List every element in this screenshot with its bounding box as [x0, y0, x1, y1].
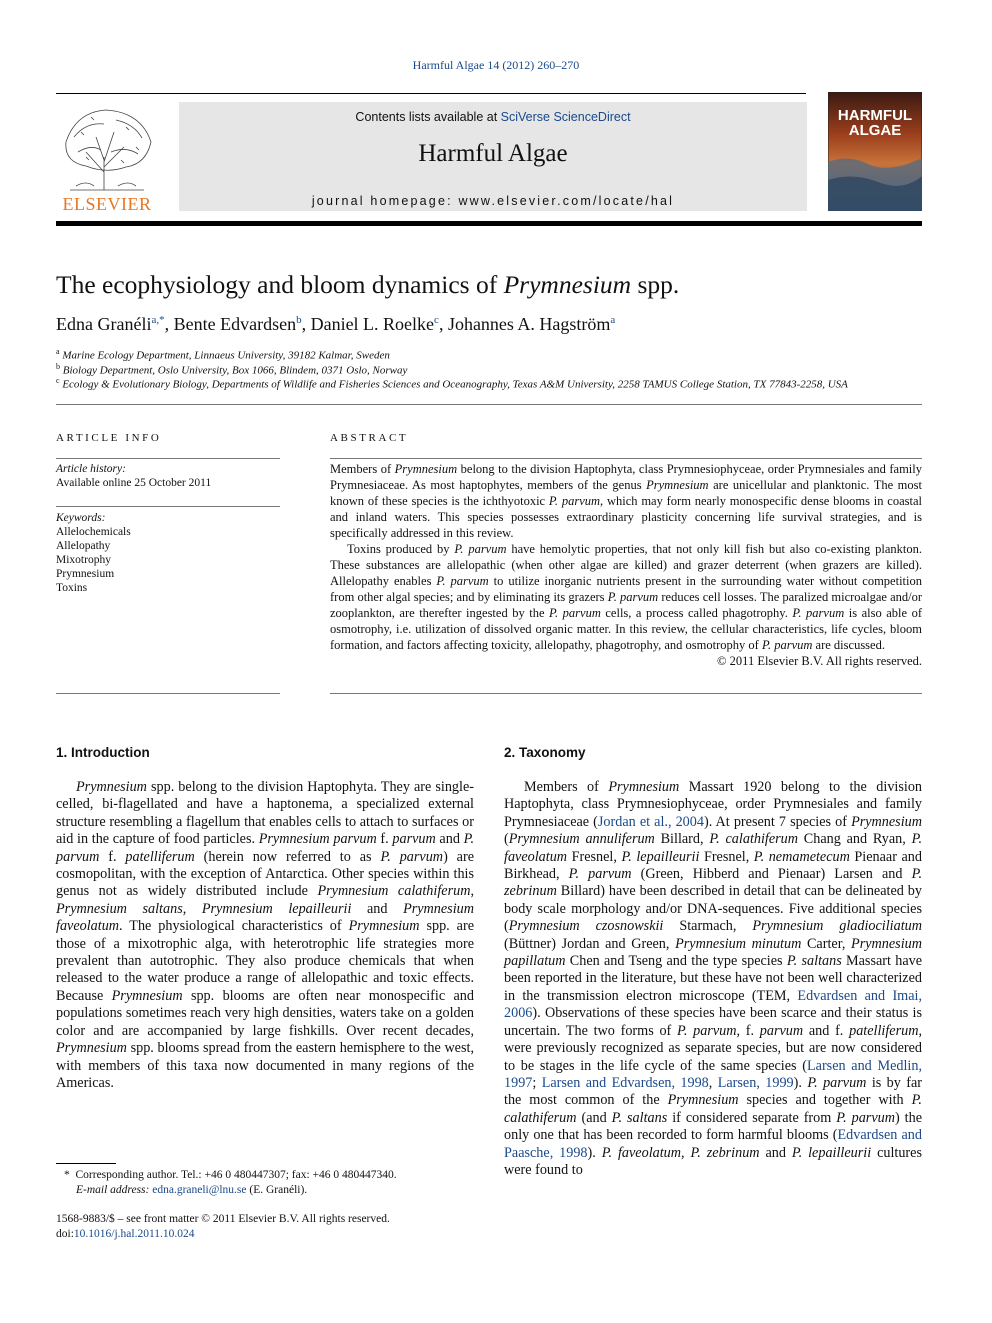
affiliation-c — [56, 376, 848, 391]
footnote-star: * — [64, 1169, 70, 1181]
history-label: Article history: — [56, 463, 126, 475]
keywords-label: Keywords: — [56, 512, 106, 524]
author-name[interactable]: Bente Edvardsen — [173, 314, 297, 334]
affiliation-a — [56, 347, 390, 362]
article-title — [56, 270, 679, 300]
intro-heading: 1. Introduction — [56, 745, 150, 760]
contents-prefix: Contents lists available at — [355, 110, 501, 124]
header-thick-rule — [56, 221, 922, 226]
keyword: Prymnesium — [56, 568, 115, 580]
author-sup[interactable]: c — [434, 314, 439, 326]
affiliation-rule — [56, 404, 922, 405]
article-history — [56, 462, 280, 490]
abstract-label: ABSTRACT — [330, 432, 409, 444]
author-name[interactable]: Daniel L. Roelke — [310, 314, 435, 334]
abstract-paragraph: Toxins produced by P. parvum have hemolytic properties, that not only kill fish but also co-existing plankton. These substances are allelopathic (when other algae are killed) and grazer deterrent (when grazers are killed). Allelopathy enables P. parvum to utilize inorganic nutrients present in the surrounding water without competition from other algal species; and by eliminating its grazers P. parvum reduces cell losses. The paralized microalgae and/or zooplankton, are therefter ingested by the P. parvum cells, a process called phagotrophy. P. parvum is also able of osmotrophy, i.e. utilization of dissolved organic matter. In this review, the cellular characteristics, life cycles, bloom formation, and factors affecting toxicity, allelopathy, phagotrophy, and osmotrophy of P. parvum are discussed. — [330, 542, 923, 652]
keywords-rule — [56, 506, 280, 507]
taxonomy-body — [504, 779, 922, 1179]
affiliation-sup: b — [56, 362, 60, 371]
affiliation-text: Ecology & Evolutionary Biology, Departments of Wildlife and Fisheries Sciences and Oceanography, Texas A&M University, 2258 TAMUS College Station, TX 77843-2258, USA — [62, 378, 848, 391]
citation-link[interactable]: Edvardsen and Paasche, 1998 — [504, 1127, 922, 1161]
article-info-label: ARTICLE INFO — [56, 432, 162, 444]
footnote — [64, 1168, 474, 1197]
author-name[interactable]: Johannes A. Hagström — [447, 314, 611, 334]
doi-prefix: doi: — [56, 1228, 74, 1240]
taxonomy-paragraph: Members of Prymnesium Massart 1920 belong to the division Haptophyta, class Prymnesiophyceae, order Prymnesiales and family Prymnesiaceae (Jordan et al., 2004). At present 7 species of Prymnesium (Prymnesium annuliferum Billard, P. calathiferum Chang and Ryan, P. faveolatum Fresnel, P. lepailleurii Fresnel, P. nemametecum Pienaar and Birkhead, P. parvum (Green, Hibberd and Pienaar) Larsen and P. zebrinum Billard) have been described in detail that can be delineated by body scale morphology and/or DNA-sequences. Five additional species (Prymnesium czosnowskii Starmach, Prymnesium gladiociliatum (Büttner) Jordan and Green, Prymnesium minutum Carter, Prymnesium papillatum Chen and Tseng and the type species P. saltans Massart have been reported in the literature, but these have not been well characterized in the transmission electron microscope (TEM, Edvardsen and Imai, 2006). Observations of these species have been scarce and their status is uncertain. The two forms of P. parvum, f. parvum and f. patelliferum, were previously recognized as separate species, but are now considered to be stages in the life cycle of the same species (Larsen and Medlin, 1997; Larsen and Edvardsen, 1998, Larsen, 1999). P. parvum is by far the most common of the Prymnesium species and together with P. calathiferum (and P. saltans if considered separate from P. parvum) the only one that has been recorded to form harmful blooms (Edvardsen and Paasche, 1998). P. faveolatum, P. zebrinum and P. lepailleurii cultures were found to — [504, 779, 923, 1178]
keyword: Toxins — [56, 582, 88, 594]
citation-link[interactable]: Larsen and Edvardsen, 1998 — [541, 1074, 709, 1091]
author-sup[interactable]: b — [296, 314, 302, 326]
citation-link[interactable]: Larsen and Medlin, 1997 — [504, 1057, 922, 1091]
email-link[interactable]: edna.graneli@lnu.se — [152, 1183, 247, 1196]
affiliation-text: Marine Ecology Department, Linnaeus University, 39182 Kalmar, Sweden — [62, 349, 390, 362]
article-info-rule — [56, 458, 280, 459]
keyword: Mixotrophy — [56, 554, 111, 566]
abstract-rule — [330, 458, 922, 459]
keyword: Allelopathy — [56, 540, 111, 552]
journal-title: Harmful Algae — [418, 140, 568, 167]
history-value: Available online 25 October 2011 — [56, 477, 212, 489]
elsevier-logo — [56, 102, 158, 214]
author-sup[interactable]: a,* — [151, 314, 165, 326]
abstract-text — [330, 461, 922, 669]
keyword: Allelochemicals — [56, 526, 131, 538]
intro-paragraph: Prymnesium spp. belong to the division Haptophyta. They are single-celled, bi-flagellated and have a haptonema, a specialized external structure resembling a flagellum that enables cells to attach to surfaces or aid in the capture of food particles. Prymnesium parvum f. parvum and P. parvum f. patelliferum (herein now referred to as P. parvum) are cosmopolitan, with the exception of Antarctica. Other species within this genus not as widely distributed include Prymnesium calathiferum, Prymnesium saltans, Prymnesium lepailleurii and Prymnesium faveolatum. The physiological characteristics of Prymnesium spp. are those of a mixotrophic alga, with heterotrophic life strategies more prevalent than autotrophic. They also produce chemicals that when released to the water produce a range of allelopathic and toxic effects. Because Prymnesium spp. blooms are often near monospecific and populations sometimes reach very high densities, waters take on a golden color and are accompanied by large fishkills. Over recent decades, Prymnesium spp. blooms spread from the eastern hemisphere to the west, with members of this taxa now documented in many regions of the Americas. — [56, 779, 475, 1091]
author-sup[interactable]: a — [610, 314, 616, 326]
author-sep: , — [438, 314, 448, 334]
citation-link[interactable]: Jordan et al., 2004 — [597, 813, 704, 830]
author-sep: , — [164, 314, 174, 334]
doi-link[interactable]: 10.1016/j.hal.2011.10.024 — [73, 1228, 195, 1240]
title-prefix: The ecophysiology and bloom dynamics of — [56, 270, 504, 299]
citation-link[interactable]: Larsen, 1999 — [717, 1074, 794, 1091]
title-italic: Prymnesium — [503, 270, 632, 299]
abstract-bottom-rule — [330, 693, 922, 694]
author-name[interactable]: Edna Granéli — [56, 314, 152, 334]
info-bottom-rule — [56, 693, 280, 694]
citation-link[interactable]: Edvardsen and Imai, 2006 — [504, 987, 922, 1022]
affiliation-text: Biology Department, Oslo University, Box 1066, Blindem, 0371 Oslo, Norway — [62, 364, 408, 377]
title-suffix: spp. — [631, 270, 680, 299]
cover-title-line1: HARMFUL — [837, 107, 913, 124]
email-suffix: (E. Granéli). — [246, 1183, 308, 1196]
taxonomy-heading: 2. Taxonomy — [504, 745, 586, 760]
copyright-line: © 2011 Elsevier B.V. All rights reserved. — [717, 654, 922, 668]
cover-title — [828, 108, 922, 138]
corresponding-author: Corresponding author. Tel.: +46 0 480447307; fax: +46 0 480447340. — [75, 1169, 397, 1181]
journal-homepage[interactable]: journal homepage: www.elsevier.com/locate/hal — [311, 194, 675, 208]
author-sep: , — [301, 314, 311, 334]
affiliation-sup: c — [56, 376, 60, 385]
journal-reference[interactable]: Harmful Algae 14 (2012) 260–270 — [412, 58, 580, 72]
contents-line — [179, 110, 807, 124]
cover-title-line2: ALGAE — [848, 122, 902, 139]
abstract-paragraph: Members of Prymnesium belong to the division Haptophyta, class Prymnesiophyceae, order Prymnesiales and family Prymnesiaceae. As most haptophytes, members of the genus Prymnesium are unicellular and planktonic. The most known of these species is the ichthyotoxic P. parvum, which may form nearly monospecific dense blooms in coastal and inland waters. This species possesses extraordinary plasticity concerning life survival strategies, and is specifically addressed in this review. — [330, 462, 922, 540]
keywords-block — [56, 511, 280, 595]
affiliation-b — [56, 362, 407, 377]
affiliation-sup: a — [56, 347, 60, 356]
issn-line: 1568-9883/$ – see front matter © 2011 Elsevier B.V. All rights reserved. — [56, 1213, 390, 1225]
journal-banner — [179, 102, 807, 211]
header-rule — [56, 93, 806, 94]
journal-cover — [828, 92, 922, 211]
elsevier-wordmark: ELSEVIER — [62, 194, 152, 214]
footnote-rule — [56, 1163, 116, 1164]
email-label: E-mail address: — [76, 1183, 153, 1196]
author-list — [56, 314, 615, 335]
doi-line — [56, 1227, 195, 1242]
intro-body — [56, 779, 474, 1092]
sciencedirect-link[interactable]: SciVerse ScienceDirect — [500, 110, 631, 124]
